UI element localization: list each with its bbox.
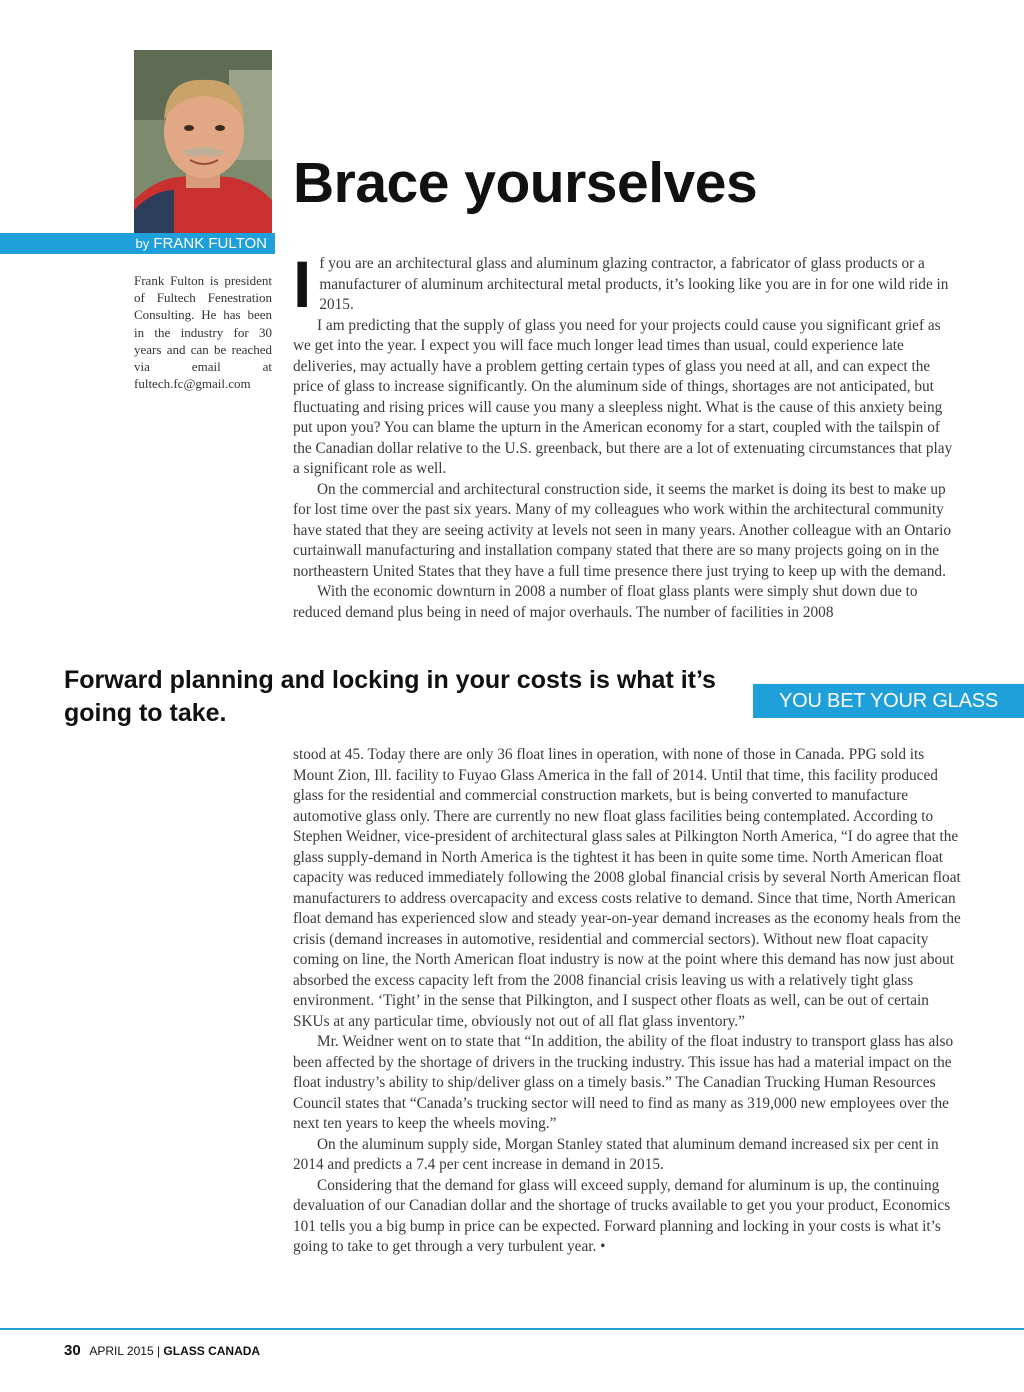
byline-prefix: by [135, 236, 150, 251]
byline-author: FRANK FULTON [153, 235, 267, 252]
dropcap: I [293, 247, 312, 321]
author-bio: Frank Fulton is president of Fultech Fenestration Consulting. He has been in the industry for 30 years and can be reached via email at fultech.fc@gmail.com [134, 273, 272, 392]
paragraph: On the commercial and architectural construction side, it seems the market is doing its best to make up for lost time over the past six years. Many of my colleagues who work within the architectural community have stated that they are seeing activity at levels not seen in many years. Another colleague with an Ontario curtainwall manufacturing and installation company stated that there are so many projects going on in the northeastern United States that they have a full time presence there just trying to keep up with the demand. [293, 480, 951, 580]
page-footer [64, 1342, 260, 1359]
pull-quote: Forward planning and locking in your costs is what it’s going to take. [64, 666, 716, 727]
section-tag: YOU BET YOUR GLASS [753, 684, 1024, 718]
byline-bar [0, 233, 275, 254]
paragraph: On the aluminum supply side, Morgan Stanley stated that aluminum demand increased six per cent in 2014 and predicts a 7.4 per cent increase in demand in 2015. [293, 1135, 939, 1173]
paragraph: With the economic downturn in 2008 a number of float glass plants were simply shut down due to reduced demand plus being in need of major overhauls. The number of facilities in 2008 [293, 583, 918, 621]
paragraph [293, 247, 961, 321]
paragraph-text: f you are an architectural glass and aluminum glazing contractor, a fabricator of glass products or a manufacturer of aluminum architectural metal products, it’s looking like you are in for one wild ride in 2015. [319, 255, 949, 313]
author-photo [134, 50, 272, 233]
paragraph: Considering that the demand for glass will exceed supply, demand for aluminum is up, the continuing devaluation of our Canadian dollar and the shortage of trucks available to get you your product, Economics 101 tells you a big bump in price can be expected. Forward planning and locking in your costs is what it’s going to take to get through a very turbulent year. • [293, 1176, 951, 1255]
article-body-bottom [293, 745, 961, 1258]
paragraph: I am predicting that the supply of glass you need for your projects could cause you significant grief as we get into the year. I expect you will face much longer lead times than usual, could experience late deliveries, may actually have a problem getting certain types of glass you need at all, and can expect the price of glass to increase significantly. On the aluminum side of things, shortages are not anticipated, but fluctuating and rising prices will cause you many a sleepless night. What is the cause of this anxiety being put upon you? You can blame the upturn in the American economy for a start, coupled with the tailspin of the Canadian dollar relative to the U.S. greenback, but there are a lot of extenuating circumstances that play a significant role as well. [293, 316, 953, 477]
paragraph: Mr. Weidner went on to state that “In addition, the ability of the float industry to transport glass has also been affected by the shortage of drivers in the trucking industry. This issue has had a material impact on the float industry’s ability to ship/deliver glass on a timely basis.” The Canadian Trucking Human Resources Council states that “Canada’s trucking sector will need to find as many as 319,000 new employees over the next ten years to keep the wheels moving.” [293, 1033, 954, 1132]
footer-rule [0, 1328, 1024, 1330]
article-body-top [293, 247, 961, 623]
headline: Brace yourselves [293, 151, 758, 215]
publication-name: GLASS CANADA [163, 1344, 261, 1358]
paragraph: stood at 45. Today there are only 36 float lines in operation, with none of those in Canada. PPG sold its Mount Zion, Ill. facility to Fuyao Glass America in the fall of 2014. Until that time, this facility produced glass for the residential and commercial construction markets, but is being converted to manufacture automotive glass only. There are currently no new float glass facilities being contemplated. According to Stephen Weidner, vice-president of architectural glass sales at Pilkington North America, “I do agree that the glass supply-demand in North America is the tightest it has been in quite some time. North American float capacity was reduced immediately following the 2008 global financial crisis by several North American float manufacturers to address overcapacity and excess costs relative to demand. Since that time, North American float demand has experienced slow and steady year-on-year demand increases as the economy heals from the crisis (demand increases in automotive, residential and commercial sectors). Without new float capacity coming on line, the North American float industry is now at the point where this demand has now just about absorbed the excess capacity left from the 2008 financial crisis leaving us with a relatively tight glass environment. ‘Tight’ in the sense that Pilkington, and I suspect other floats as well, can be out of certain SKUs at any particular time, obviously not out of all flat glass inventory.” [293, 746, 961, 1030]
issue-date: APRIL 2015 | [89, 1344, 161, 1358]
page-number: 30 [64, 1342, 81, 1359]
